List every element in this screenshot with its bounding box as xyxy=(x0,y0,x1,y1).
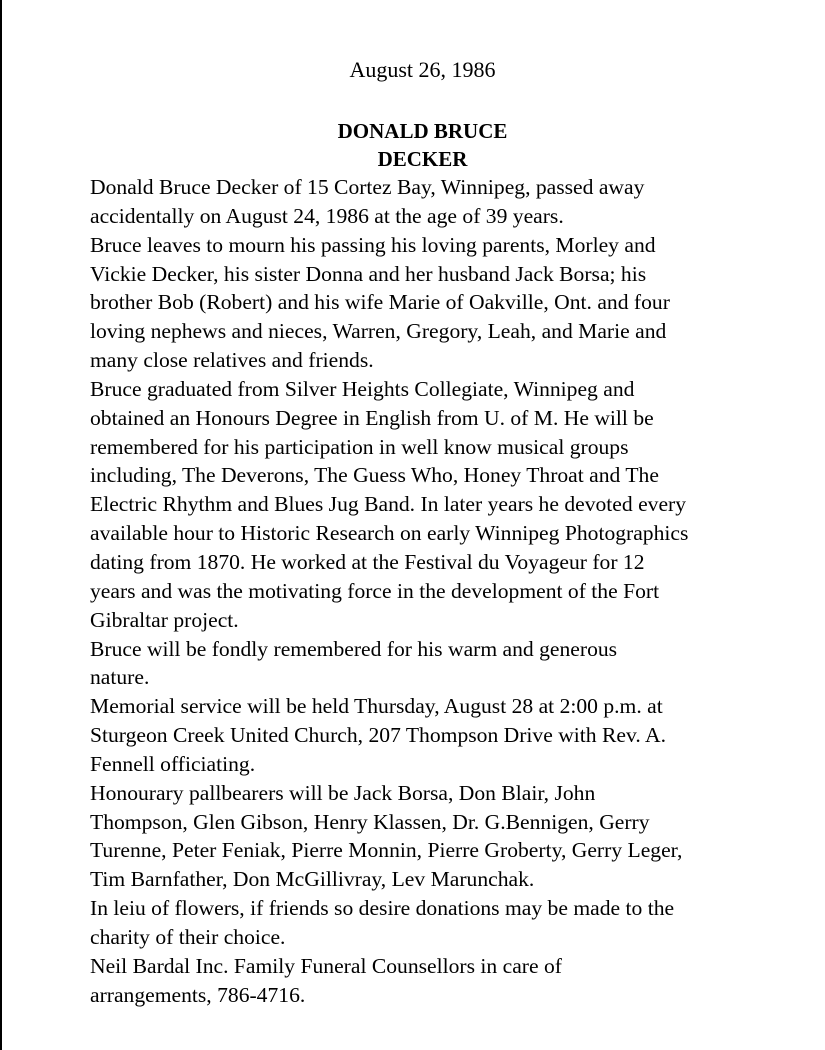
obituary-paragraph xyxy=(72,779,777,894)
paragraph-line: charity of their choice. xyxy=(90,924,286,949)
paragraph-line: arrangements, 786-4716. xyxy=(90,982,306,1007)
paragraph-line: Tim Barnfather, Don McGillivray, Lev Marunchak. xyxy=(90,867,535,892)
paragraph-line: remembered for his participation in well know musical groups xyxy=(90,434,629,459)
paragraph-line: accidentally on August 24, 1986 at the age of 39 years. xyxy=(90,203,564,228)
obituary-date: August 26, 1986 xyxy=(349,57,496,82)
paragraph-line: obtained an Honours Degree in English from U. of M. He will be xyxy=(90,405,654,430)
paragraph-line: dating from 1870. He worked at the Festival du Voyageur for 12 xyxy=(90,549,645,574)
obituary-body xyxy=(72,173,777,1009)
paragraph-line: Bruce graduated from Silver Heights Collegiate, Winnipeg and xyxy=(90,376,635,401)
paragraph-line: Fennell officiating. xyxy=(90,751,256,776)
paragraph-line: In leiu of flowers, if friends so desire donations may be made to the xyxy=(90,896,675,921)
obituary-paragraph xyxy=(72,952,777,1010)
obituary-paragraph xyxy=(72,635,777,693)
paragraph-line: loving nephews and nieces, Warren, Gregory, Leah, and Marie and xyxy=(90,319,667,344)
paragraph-line: including, The Deverons, The Guess Who, Honey Throat and The xyxy=(90,463,659,488)
paragraph-line: Honourary pallbearers will be Jack Borsa, Don Blair, John xyxy=(90,780,596,805)
obituary-paragraph xyxy=(72,894,777,952)
paragraph-line: years and was the motivating force in the development of the Fort xyxy=(90,578,660,603)
obituary-paragraph xyxy=(72,231,777,375)
paragraph-line: Donald Bruce Decker of 15 Cortez Bay, Winnipeg, passed away xyxy=(90,175,645,199)
paragraph-line: Turenne, Peter Feniak, Pierre Monnin, Pierre Groberty, Gerry Leger, xyxy=(90,838,683,863)
paragraph-line: Vickie Decker, his sister Donna and her husband Jack Borsa; his xyxy=(90,261,647,286)
obituary-title xyxy=(0,117,825,173)
paragraph-line: available hour to Historic Research on early Winnipeg Photographics xyxy=(90,521,689,546)
paragraph-line: brother Bob (Robert) and his wife Marie of Oakville, Ont. and four xyxy=(90,290,670,315)
paragraph-line: Electric Rhythm and Blues Jug Band. In later years he devoted every xyxy=(90,492,687,517)
obituary-paragraph xyxy=(72,692,777,779)
paragraph-line: Thompson, Glen Gibson, Henry Klassen, Dr. G.Bennigen, Gerry xyxy=(90,809,650,834)
paragraph-line: Bruce leaves to mourn his passing his loving parents, Morley and xyxy=(90,232,656,257)
obituary-paragraph xyxy=(72,375,777,635)
paragraph-line: Neil Bardal Inc. Family Funeral Counsellors in care of xyxy=(90,953,562,978)
paragraph-line: Memorial service will be held Thursday, August 28 at 2:00 p.m. at xyxy=(90,694,663,719)
title-line-2: DECKER xyxy=(377,147,468,171)
paragraph-line: Sturgeon Creek United Church, 207 Thompson Drive with Rev. A. xyxy=(90,723,666,748)
paragraph-line: many close relatives and friends. xyxy=(90,348,374,373)
paragraph-line: Bruce will be fondly remembered for his warm and generous xyxy=(90,636,618,661)
obituary-paragraph xyxy=(72,173,777,231)
paragraph-line: nature. xyxy=(90,665,150,690)
paragraph-line: Gibraltar project. xyxy=(90,607,239,632)
title-line-1: DONALD BRUCE xyxy=(337,119,508,143)
